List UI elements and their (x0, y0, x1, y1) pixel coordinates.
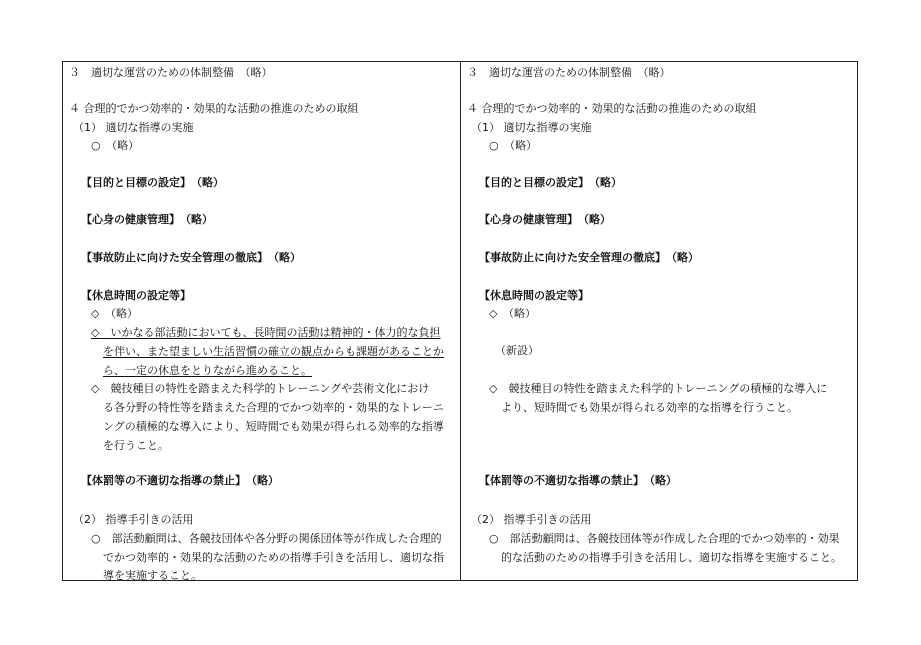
left-safety: 【事故防止に向けた安全管理の徹底】 （略） (81, 251, 301, 264)
right-safety: 【事故防止に向けた安全管理の徹底】 （略） (479, 251, 699, 264)
left-rest-item3-line3: ングの積極的な導入により、短時間でも効果が得られる効率的な指導 (103, 420, 444, 433)
left-rest-item2-line3: ら、一定の休息をとりながら進めること。 (103, 364, 312, 377)
left-column (63, 62, 460, 580)
left-health: 【心身の健康管理】 （略） (81, 213, 213, 226)
left-section3: ３ 適切な運営のための体制整備 （略） (69, 66, 273, 79)
left-rest-item3-line1: ◇ 競技種目の特性を踏まえた科学的トレーニングや芸術文化におけ (91, 382, 430, 395)
left-sub1: （1） 適切な指導の実施 (73, 121, 194, 134)
right-rest-item1: ◇ （略） (489, 307, 536, 320)
right-punish: 【体罰等の不適切な指導の禁止】 （略） (479, 474, 677, 487)
left-rest-item3-line2: る各分野の特性等を踏まえた合理的でかつ効率的・効果的なトレーニ (103, 401, 444, 414)
right-new-setting: （新設） (495, 344, 539, 357)
right-sub2: （2） 指導手引きの活用 (471, 513, 592, 526)
right-sub1: （1） 適切な指導の実施 (471, 121, 592, 134)
left-sub2: （2） 指導手引きの活用 (73, 513, 194, 526)
left-rest-item2-line1: ◇ いかなる部活動においても、長時間の活動は精神的・体力的な負担 (91, 326, 441, 339)
comparison-table (62, 61, 858, 581)
right-goal: 【目的と目標の設定】 （略） (479, 176, 622, 189)
left-punish: 【体罰等の不適切な指導の禁止】 （略） (81, 474, 279, 487)
left-sub1-item: ○ （略） (91, 139, 140, 152)
left-rest-heading: 【休息時間の設定等】 (81, 289, 191, 302)
right-sub2-item-line2: 的な活動のための指導手引きを活用し、適切な指導を実施すること。 (501, 551, 842, 564)
right-section3: ３ 適切な運営のための体制整備 （略） (467, 66, 671, 79)
left-sub2-item-line1: ○ 部活動顧問は、各競技団体や各分野の関係団体等が作成した合理的 (91, 532, 442, 545)
left-sub2-item-line2: でかつ効率的・効果的な活動のための指導手引きを活用し、適切な指 (103, 551, 444, 564)
left-rest-item1: ◇ （略） (91, 307, 138, 320)
left-rest-item3-line4: を行うこと。 (103, 439, 169, 452)
left-goal: 【目的と目標の設定】 （略） (81, 176, 224, 189)
right-rest-item3-line2: より、短時間でも効果が得られる効率的な指導を行うこと。 (501, 401, 798, 414)
left-section4: ４ 合理的でかつ効率的・効果的な活動の推進のための取組 (69, 102, 359, 115)
left-sub2-item-line3: 導を実施すること。 (103, 569, 202, 582)
right-sub1-item: ○ （略） (489, 139, 538, 152)
right-rest-heading: 【休息時間の設定等】 (479, 289, 589, 302)
left-rest-item2-line2: を伴い、また望ましい生活習慣の確立の観点からも課題があることか (103, 345, 444, 358)
right-rest-item3-line1: ◇ 競技種目の特性を踏まえた科学的トレーニングの積極的な導入に (489, 382, 828, 395)
right-sub2-item-line1: ○ 部活動顧問は、各競技団体等が作成した合理的でかつ効率的・効果 (489, 532, 840, 545)
right-column (461, 62, 857, 580)
right-section4: ４ 合理的でかつ効率的・効果的な活動の推進のための取組 (467, 102, 757, 115)
right-health: 【心身の健康管理】 （略） (479, 213, 611, 226)
